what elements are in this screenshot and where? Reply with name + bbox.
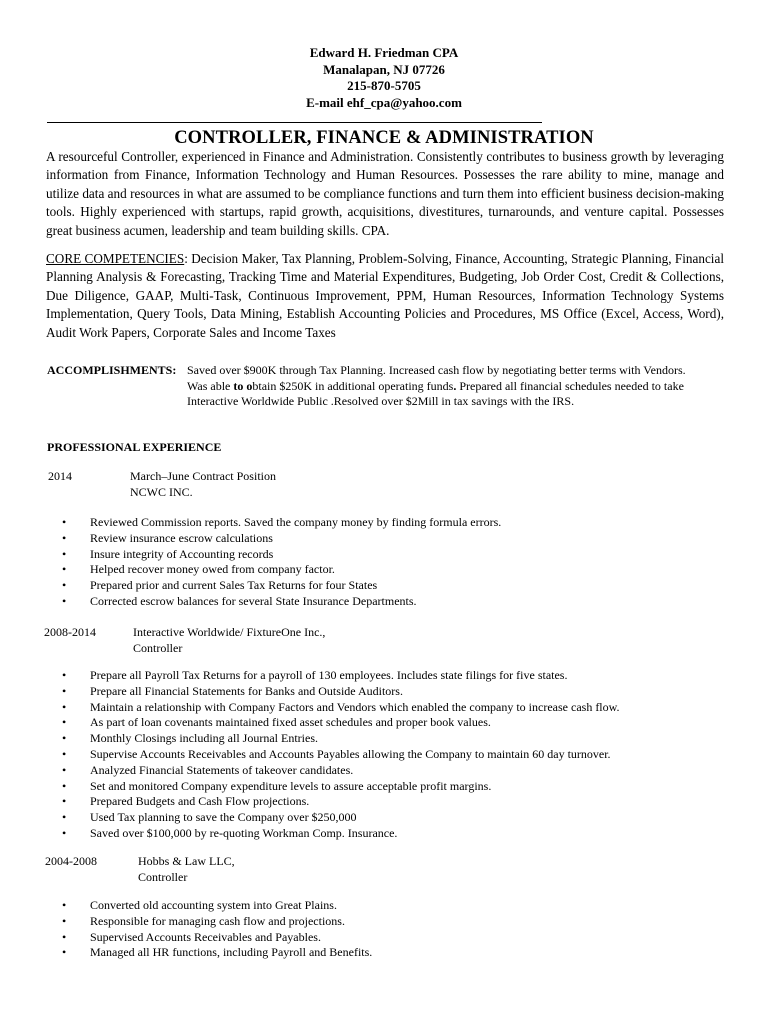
list-item [62,930,372,946]
job-detail [130,469,276,500]
core-competencies-label: CORE COMPETENCIES [46,251,185,266]
job-years: 2004-2008 [45,854,97,868]
candidate-location: Manalapan, NJ 07726 [323,61,445,77]
job-detail [138,854,235,885]
job-company-line: Controller [133,640,183,655]
accomplishments-line-2-part: Prepared all financial schedules needed to take [456,378,684,393]
bullet-text: Managed all HR functions, including Payroll and Benefits. [90,945,373,960]
job-bullets [62,898,372,961]
job-bullets [62,668,620,842]
resume-title: CONTROLLER, FINANCE & ADMINISTRATION [174,128,594,148]
bullet-text: Prepared Budgets and Cash Flow projections. [90,794,310,809]
bullet-icon: • [62,898,67,912]
bullet-icon: • [62,593,67,608]
list-item [62,684,620,700]
bullet-text: Responsible for managing cash flow and projections. [90,913,345,928]
bullet-text: Corrected escrow balances for several State Insurance Departments. [90,593,417,608]
accomplishments-line-2-part: Was able [187,378,234,393]
contact-header [0,45,768,111]
list-item [62,747,620,763]
bullet-icon: • [62,746,67,761]
bullet-text: Reviewed Commission reports. Saved the company money by finding formula errors. [90,515,502,529]
bullet-text: Prepare all Financial Statements for Banks and Outside Auditors. [90,683,403,698]
accomplishments-line-3: Interactive Worldwide Public .Resolved over $2Mill in tax savings with the IRS. [187,394,575,409]
bullet-icon: • [62,778,67,793]
bullet-icon: • [62,762,67,777]
list-item [62,547,501,563]
bullet-text: Helped recover money owed from company factor. [90,562,335,577]
job-bullets [62,515,501,610]
list-item [62,794,620,810]
bullet-icon: • [62,515,67,529]
bullet-icon: • [62,699,67,714]
bullet-icon: • [62,683,67,698]
list-item [62,668,620,684]
accomplishments-line-2-part: btain $250K in additional operating funds [252,378,454,393]
list-item [62,578,501,594]
bullet-text: Supervised Accounts Receivables and Payables. [90,929,321,944]
list-item [62,700,620,716]
bullet-icon: • [62,530,67,545]
accomplishments-line-2 [187,379,747,395]
list-item [62,779,620,795]
bullet-text: Prepare all Payroll Tax Returns for a payroll of 130 employees. Includes state filings for five states. [90,668,568,682]
list-item [62,763,620,779]
job-title-line: March–June Contract Position [130,469,276,483]
accomplishments-line-2-bold: to o [233,378,253,393]
accomplishments-line-1: Saved over $900K through Tax Planning. Increased cash flow by negotiating better terms with Vendors. [187,363,686,377]
bullet-text: Prepared prior and current Sales Tax Returns for four States [90,578,378,593]
bullet-icon: • [62,715,67,730]
accomplishments-label: ACCOMPLISHMENTS: [47,363,177,377]
bullet-text: Review insurance escrow calculations [90,530,273,545]
bullet-icon: • [62,810,67,825]
bullet-text: As part of loan covenants maintained fixed asset schedules and proper book values. [90,715,491,730]
bullet-icon: • [62,794,67,809]
list-item [62,531,501,547]
job-years: 2014 [48,469,72,483]
bullet-text: Analyzed Financial Statements of takeover candidates. [90,762,354,777]
candidate-phone: 215-870-5705 [347,78,421,93]
bullet-icon: • [62,825,67,840]
job-company-line: Controller [138,869,188,884]
accomplishments-body [187,363,747,410]
bullet-icon: • [62,929,67,944]
job-title-line: Interactive Worldwide/ FixtureOne Inc., [133,625,326,639]
candidate-name: Edward H. Friedman CPA [309,45,459,60]
job-detail [133,625,325,656]
core-competencies [46,250,724,342]
list-item [62,594,501,610]
bullet-icon: • [62,562,67,577]
list-item [62,898,372,914]
bullet-icon: • [62,578,67,593]
list-item [62,715,620,731]
list-item [62,515,501,531]
list-item [62,945,372,961]
experience-heading: PROFESSIONAL EXPERIENCE [47,440,222,454]
bullet-text: Saved over $100,000 by re-quoting Workman Comp. Insurance. [90,825,398,840]
list-item [62,731,620,747]
bullet-text: Supervise Accounts Receivables and Accounts Payables allowing the Company to maintain 60 day turnover. [90,746,611,761]
bullet-icon: • [62,913,67,928]
bullet-text: Converted old accounting system into Great Plains. [90,898,337,912]
bullet-text: Insure integrity of Accounting records [90,546,274,561]
list-item [62,914,372,930]
bullet-icon: • [62,731,67,746]
bullet-icon: • [62,668,67,682]
job-company-line: NCWC INC. [130,484,193,499]
bullet-text: Monthly Closings including all Journal Entries. [90,731,318,746]
list-item [62,810,620,826]
core-competencies-text: : Decision Maker, Tax Planning, Problem-Solving, Finance, Accounting, Strategic Planning, Financial Planning Analysis & Forecasting, Tracking Time and Material Expenditures, Budgeting, Job Order Cost, Credit & Collections, Due Diligence, GAAP, Multi-Task, Continuous Improvement, PPM, Human Resources, Information Technology Systems Implementation, Query Tools, Data Mining, Establish Accounting Policies and Procedures, MS Office (Excel, Access, Word), Audit Work Papers, Corporate Sales and Income Taxes [46,251,724,340]
list-item [62,562,501,578]
bullet-text: Maintain a relationship with Company Factors and Vendors which enabled the company to increase cash flow. [90,699,620,714]
job-years: 2008-2014 [44,625,96,639]
bullet-icon: • [62,546,67,561]
list-item [62,826,620,842]
candidate-email: E-mail ehf_cpa@yahoo.com [306,94,462,110]
header-divider [47,122,542,123]
bullet-text: Set and monitored Company expenditure levels to assure acceptable profit margins. [90,778,492,793]
bullet-text: Used Tax planning to save the Company over $250,000 [90,810,357,825]
accomplishments-line-2-bold: . [453,378,457,393]
job-title-line: Hobbs & Law LLC, [138,854,235,868]
bullet-icon: • [62,945,67,960]
summary-paragraph: A resourceful Controller, experienced in Finance and Administration. Consistently contributes to business growth by leveraging information from Finance, Information Technology and Human Resources. Possesses the rare ability to mine, manage and utilize data and resources in what are assumed to be compliance functions and turn them into efficient business decision-making tools. Highly experienced with startups, rapid growth, acquisitions, divestitures, turnarounds, and venture capital. Possesses great business acumen, leadership and team building skills. CPA. [46,149,724,238]
